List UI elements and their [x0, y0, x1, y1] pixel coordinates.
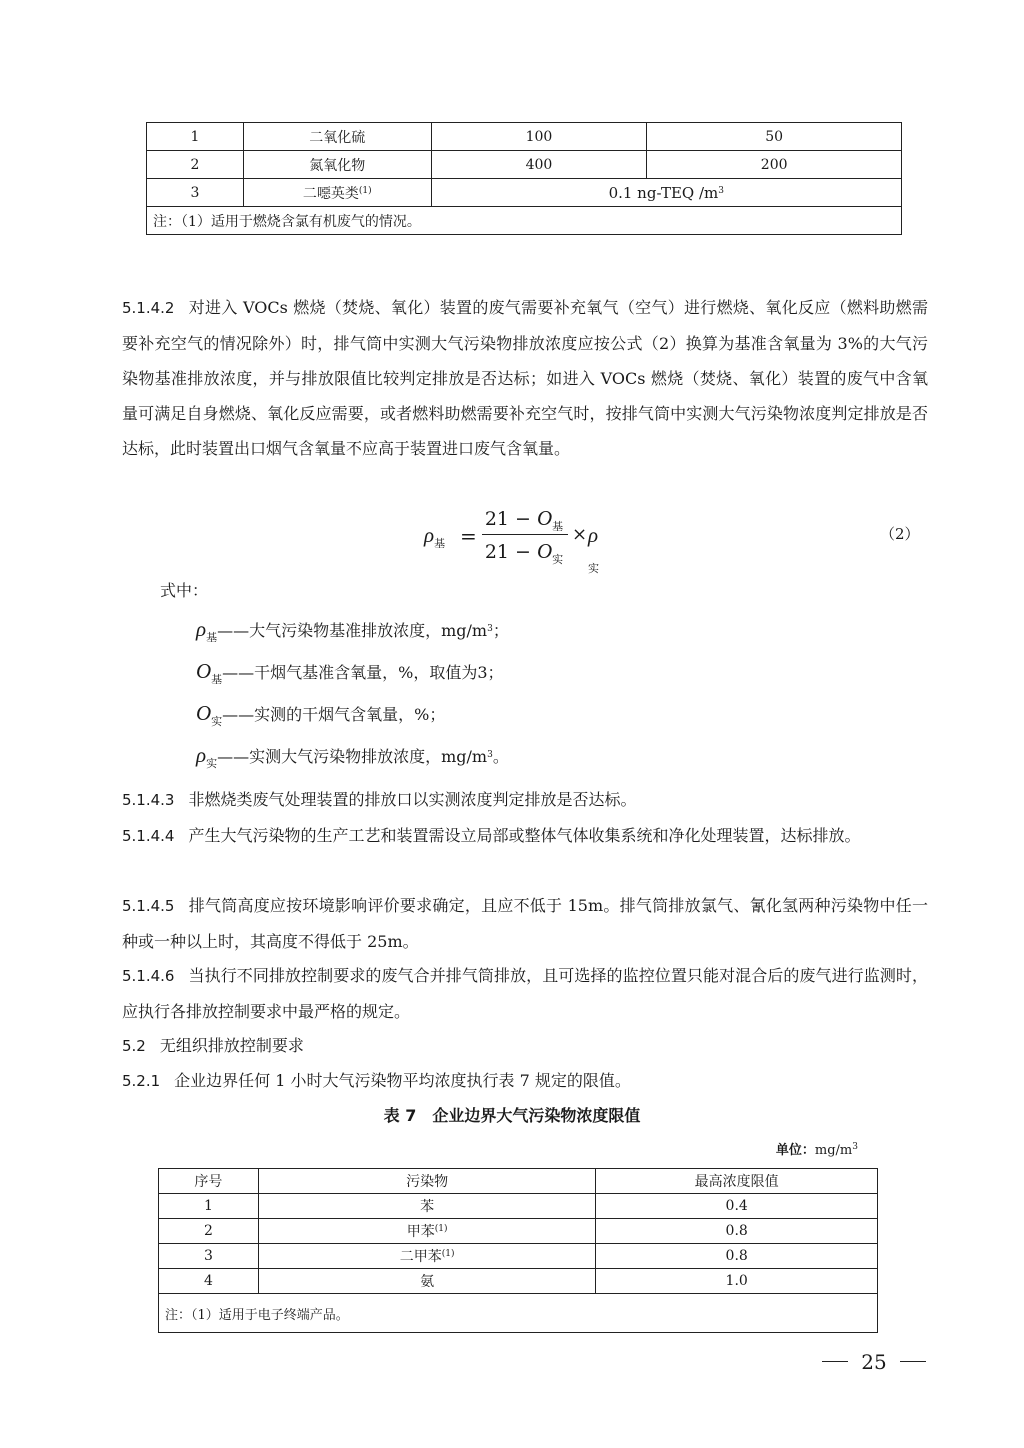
table-row — [159, 1269, 878, 1294]
table-note-row — [147, 207, 902, 235]
page-number: 25 — [822, 1350, 926, 1374]
table-header-row — [159, 1169, 878, 1194]
table-row — [159, 1194, 878, 1219]
limit-value: 0.8 — [596, 1244, 878, 1269]
column-header: 污染物 — [258, 1169, 596, 1194]
row-number: 3 — [159, 1244, 259, 1269]
footnote-marker: (1) — [358, 185, 372, 196]
pollutant-name: 二氧化硫 — [243, 123, 431, 151]
section-5145: 5.1.4.5 排气筒高度应按环境影响评价要求确定，且应不低于 15m。排气筒排放氯气、氰化氢两种污染物中任一种或一种以上时，其高度不得低于 25m。 — [122, 896, 928, 951]
fraction-denominator: $21 - O_实$ — [484, 539, 564, 566]
section-5146: 5.1.4.6 当执行不同排放控制要求的废气合并排气筒排放，且可选择的监控位置只能对混合后的废气进行监测时，应执行各排放控制要求中最严格的规定。 — [122, 966, 928, 1021]
definition-rho-actual: $\rho_实——$实测大气污染物排放浓度，$mg/m^3$。 — [196, 743, 509, 770]
table-row — [147, 179, 902, 207]
definition-o-actual: $O_实——$实测的干烟气含氧量，%； — [196, 701, 446, 728]
column-header: 序号 — [159, 1169, 259, 1194]
pollutant-name: 二甲苯$^{(1)}$ — [258, 1244, 596, 1269]
table-note: 注：（1）适用于燃烧含氯有机废气的情况。 — [147, 207, 902, 235]
section-number: 5.1.4.2 — [122, 299, 175, 317]
limit-value: 200 — [647, 151, 902, 179]
table-caption: 表 7 企业边界大气污染物浓度限值 — [383, 1106, 641, 1125]
row-number: 1 — [159, 1194, 259, 1219]
table-row — [159, 1219, 878, 1244]
row-number: 3 — [147, 179, 244, 207]
page-dash-left — [822, 1361, 848, 1362]
limit-value: 50 — [647, 123, 902, 151]
section-text: 对进入 VOCs 燃烧（焚烧、氧化）装置的废气需要补充氧气（空气）进行燃烧、氧化反应（燃料助燃需要补充空气的情况除外）时，排气筒中实测大气污染物排放浓度应按公式（2）换算为基准含氧量为 3%的大气污染物基准排放浓度，并与排放限值比较判定排放是否达标；如进入 VOCs 燃烧（焚烧、氧化）装置的废气中含氧量可满足自身燃烧、氧化反应需要，或者燃料助燃需要补充空气时，按排气筒中实测大气污染物浓度判定排放是否达标，此时装置出口烟气含氧量不应高于装置进口废气含氧量。 — [122, 298, 928, 458]
emission-limit-table-continued — [146, 122, 902, 235]
definition-rho-base: $\rho_基——$大气污染物基准排放浓度，$mg/m^3$； — [196, 617, 509, 644]
pollutant-name: 甲苯$^{(1)}$ — [258, 1219, 596, 1244]
table-7 — [158, 1168, 878, 1333]
limit-value: 0.8 — [596, 1219, 878, 1244]
formula-number: （2） — [880, 525, 920, 543]
row-number: 2 — [159, 1219, 259, 1244]
limit-value: 400 — [431, 151, 647, 179]
limit-value: 100 — [431, 123, 647, 151]
pollutant-name: 二噁英类$^{(1)}$ — [243, 179, 431, 207]
pollutant-name: 氮氧化物 — [243, 151, 431, 179]
table-row — [147, 123, 902, 151]
definition-o-base: $O_基——$干烟气基准含氧量，%，取值为3； — [196, 659, 504, 686]
row-number: 1 — [147, 123, 244, 151]
table-row — [159, 1244, 878, 1269]
section-5142 — [122, 290, 928, 466]
row-number: 4 — [159, 1269, 259, 1294]
pollutant-name: 苯 — [258, 1194, 596, 1219]
fraction-bar — [482, 534, 568, 535]
table-note: 注：（1）适用于电子终端产品。 — [159, 1294, 878, 1333]
limit-value: 0.1 ng-TEQ $/m^3$ — [431, 179, 901, 207]
page-dash-right — [900, 1361, 926, 1362]
limit-value: 0.4 — [596, 1194, 878, 1219]
limit-value: 1.0 — [596, 1269, 878, 1294]
formula-2: $\rho_基$ = $21 - O_基$ $21 - O_实$ × $\rho_实$ — [424, 506, 599, 575]
section-5143: 5.1.4.3 非燃烧类废气处理装置的排放口以实测浓度判定排放是否达标。 — [122, 790, 637, 809]
section-521: 5.2.1 企业边界任何 1 小时大气污染物平均浓度执行表 7 规定的限值。 — [122, 1071, 631, 1090]
fraction-numerator: $21 - O_基$ — [484, 506, 564, 533]
column-header: 最高浓度限值 — [596, 1169, 878, 1194]
table-row — [147, 151, 902, 179]
where-label: 式中： — [160, 581, 209, 600]
row-number: 2 — [147, 151, 244, 179]
table-note-row — [159, 1294, 878, 1333]
section-52: 5.2 无组织排放控制要求 — [122, 1036, 304, 1055]
section-5144: 5.1.4.4 产生大气污染物的生产工艺和装置需设立局部或整体气体收集系统和净化处理装置，达标排放。 — [122, 826, 861, 845]
pollutant-name: 氨 — [258, 1269, 596, 1294]
unit-label: 单位：$mg/m^3$ — [775, 1142, 858, 1158]
